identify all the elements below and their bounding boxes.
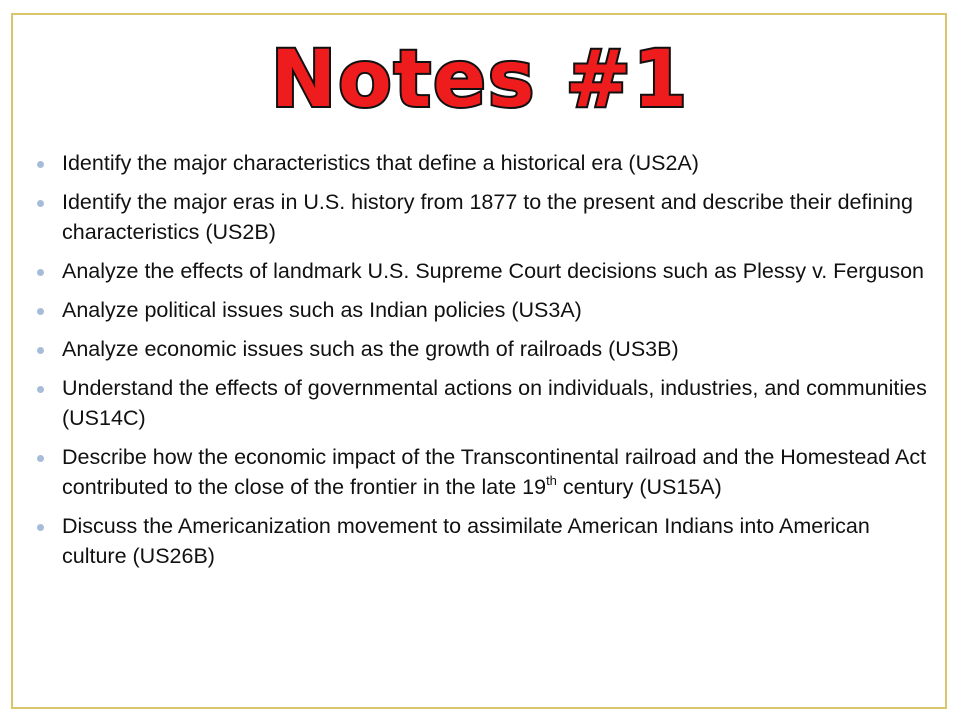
- bullet-item: [37, 295, 927, 325]
- bullet-list: [37, 148, 927, 580]
- bullet-text: Identify the major characteristics that define a historical era (US2A): [62, 151, 699, 175]
- bullet-text: Analyze the effects of landmark U.S. Supreme Court decisions such as Plessy v. Ferguson: [62, 259, 924, 283]
- bullet-item: [37, 256, 927, 286]
- superscript-th: th: [546, 473, 557, 488]
- bullet-text-after: century (US15A): [556, 475, 722, 499]
- bullet-text: Analyze economic issues such as the growth of railroads (US3B): [62, 337, 679, 361]
- bullet-dot-icon: [37, 269, 44, 276]
- bullet-dot-icon: [37, 455, 44, 462]
- bullet-item: [37, 187, 927, 247]
- bullet-text-before: Describe how the economic impact of the Transcontinental railroad and the Homestead Act contributed to the close of the frontier in the late 19: [62, 445, 927, 499]
- bullet-text: [62, 445, 926, 499]
- bullet-text: Analyze political issues such as Indian policies (US3A): [62, 298, 582, 322]
- bullet-dot-icon: [37, 308, 44, 315]
- bullet-dot-icon: [37, 200, 44, 207]
- bullet-dot-icon: [37, 161, 44, 168]
- bullet-dot-icon: [37, 524, 44, 531]
- slide-title: Notes #1: [270, 35, 690, 125]
- bullet-text: Understand the effects of governmental actions on individuals, industries, and communities (US14C): [62, 376, 927, 430]
- bullet-dot-icon: [37, 386, 44, 393]
- bullet-item: [37, 511, 927, 571]
- bullet-dot-icon: [37, 347, 44, 354]
- bullet-text: Discuss the Americanization movement to assimilate American Indians into American culture (US26B): [62, 514, 870, 568]
- bullet-text: Identify the major eras in U.S. history from 1877 to the present and describe their defining characteristics (US2B): [62, 190, 913, 244]
- bullet-item: [37, 148, 927, 178]
- bullet-item: [37, 373, 927, 433]
- bullet-item: [37, 334, 927, 364]
- bullet-item: [37, 442, 927, 502]
